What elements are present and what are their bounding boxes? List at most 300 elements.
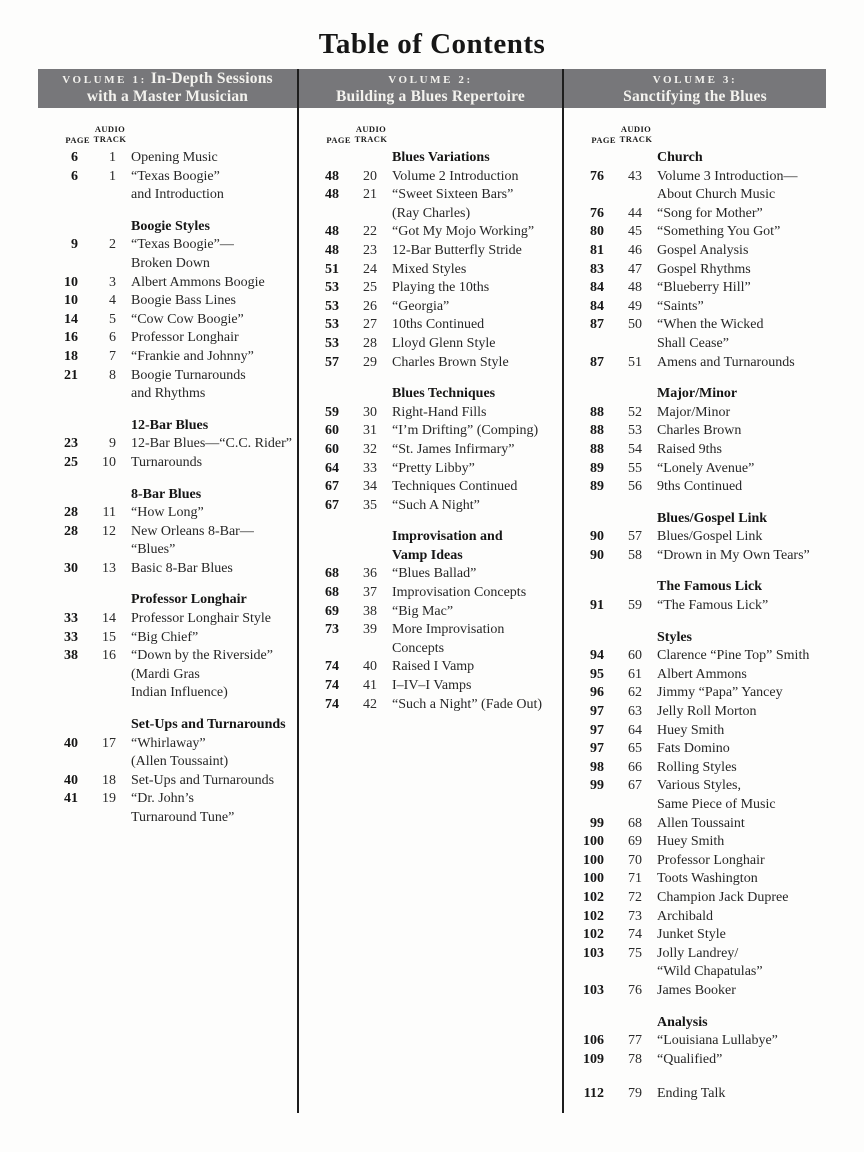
page-column-header: PAGE [65, 135, 90, 145]
entry-page-number: 51 [325, 261, 339, 277]
toc-entry-row [299, 404, 562, 423]
title-line: Basic 8-Bar Blues [131, 560, 233, 576]
entry-title [642, 777, 826, 814]
title-line: Raised I Vamp [392, 659, 475, 675]
title-line: “Big Mac” [392, 603, 454, 619]
section-heading [642, 578, 826, 597]
toc-entry-row [564, 870, 826, 889]
section-heading [377, 385, 562, 404]
toc-entry-row [299, 354, 562, 373]
toc-entry-row [564, 478, 826, 497]
volume-name-line: In-Depth Sessions [146, 69, 273, 87]
title-line: Gospel Rhythms [657, 261, 751, 277]
title-line: “Frankie and Johnny” [131, 348, 254, 364]
entry-title [377, 279, 562, 298]
toc-entry-row [564, 908, 826, 927]
title-line: and Rhythms [131, 386, 206, 402]
entry-title [642, 441, 826, 460]
entry-title [116, 435, 297, 454]
title-line: James Booker [657, 982, 736, 998]
toc-entry-row [299, 497, 562, 516]
entry-track-number: 78 [628, 1051, 642, 1067]
entry-track-number: 37 [363, 585, 377, 601]
toc-entry-row [564, 547, 826, 566]
entry-track-number [78, 716, 116, 735]
entry-page-number: 102 [583, 908, 604, 924]
entry-title [377, 186, 562, 223]
entry-track-number: 41 [363, 678, 377, 694]
title-line: “Such a Night” (Fade Out) [392, 696, 543, 712]
title-line: “Down by the Riverside” [131, 648, 273, 664]
toc-entry-row [564, 647, 826, 666]
title-line: About Church Music [657, 187, 776, 203]
entry-title [377, 223, 562, 242]
entry-title [642, 478, 826, 497]
volume-column-2 [297, 69, 562, 1113]
track-column-header-line1: AUDIO [355, 124, 387, 135]
entry-title [377, 335, 562, 354]
entry-track-number: 48 [628, 280, 642, 296]
entry-title [377, 316, 562, 335]
toc-entry-row [299, 460, 562, 479]
toc-entry-row [564, 889, 826, 908]
section-heading-row [299, 528, 562, 565]
title-line: Broken Down [131, 255, 210, 271]
entry-track-number: 50 [628, 317, 642, 333]
title-line: Major/Minor [657, 386, 738, 402]
title-line: “The Famous Lick” [657, 598, 769, 614]
entry-page-number: 48 [325, 242, 339, 258]
entry-page-number: 106 [583, 1033, 604, 1049]
entry-page-number: 88 [590, 404, 604, 420]
entry-page-number: 103 [583, 945, 604, 961]
section-heading [642, 629, 826, 648]
entry-page-number: 25 [64, 454, 78, 470]
entry-title [116, 790, 297, 827]
entry-track-number: 2 [109, 237, 116, 253]
title-line: “How Long” [131, 505, 204, 521]
entry-page-number [564, 510, 604, 529]
entry-track-number: 26 [363, 298, 377, 314]
title-line: “Drown in My Own Tears” [657, 547, 810, 563]
track-column-header [90, 125, 130, 145]
entry-title [642, 759, 826, 778]
entry-page-number [564, 629, 604, 648]
toc-entry-row [299, 223, 562, 242]
entry-track-number: 9 [109, 436, 116, 452]
toc-entry-row [38, 292, 297, 311]
toc-entry-row [38, 629, 297, 648]
entry-track-number: 55 [628, 460, 642, 476]
entry-page-number: 18 [64, 348, 78, 364]
toc-entry-row [564, 1051, 826, 1070]
title-line: “Texas Boogie” [131, 168, 220, 184]
toc-entry-row [38, 274, 297, 293]
entry-page-number: 57 [325, 354, 339, 370]
title-line: “Georgia” [392, 298, 450, 314]
toc-entry-row [38, 735, 297, 772]
title-line: Styles [657, 629, 692, 645]
title-line: (Ray Charles) [392, 205, 471, 221]
entry-page-number: 30 [64, 560, 78, 576]
entry-title [116, 454, 297, 473]
volume-header-bar [564, 69, 826, 108]
toc-entry-row [38, 435, 297, 454]
entry-track-number: 79 [628, 1086, 642, 1102]
entry-track-number [604, 578, 642, 597]
track-column-header-line2: TRACK [354, 134, 388, 145]
volume-header-line1 [38, 70, 297, 88]
entry-page-number [299, 385, 339, 404]
entry-page-number: 97 [590, 741, 604, 757]
entry-page-number: 60 [325, 441, 339, 457]
entry-page-number: 53 [325, 298, 339, 314]
entry-track-number: 64 [628, 722, 642, 738]
toc-entry-row [299, 298, 562, 317]
entry-title [642, 1085, 826, 1104]
entry-track-number: 35 [363, 497, 377, 513]
title-line: Volume 2 Introduction [392, 168, 519, 184]
entry-title [642, 547, 826, 566]
entry-track-number [339, 528, 377, 565]
entry-track-number: 24 [363, 261, 377, 277]
entry-title [642, 205, 826, 224]
entry-track-number: 47 [628, 261, 642, 277]
title-line: 8-Bar Blues [131, 486, 202, 502]
entry-title [642, 261, 826, 280]
entry-title [642, 647, 826, 666]
entry-page-number [38, 218, 78, 237]
toc-entry-row [564, 926, 826, 945]
entry-title [116, 647, 297, 703]
title-line: Ending Talk [657, 1086, 726, 1102]
section-heading-row [299, 385, 562, 404]
toc-entry-row [564, 223, 826, 242]
entry-track-number: 31 [363, 423, 377, 439]
entry-track-number: 62 [628, 685, 642, 701]
entry-track-number [78, 417, 116, 436]
entry-track-number: 5 [109, 311, 116, 327]
section-heading-row [38, 218, 297, 237]
toc-entry-row [564, 597, 826, 616]
title-line: The Famous Lick [657, 579, 763, 595]
entry-track-number: 7 [109, 348, 116, 364]
entry-track-number: 76 [628, 982, 642, 998]
entry-page-number: 48 [325, 187, 339, 203]
entry-title [642, 852, 826, 871]
entry-track-number: 33 [363, 460, 377, 476]
entry-page-number: 64 [325, 460, 339, 476]
entry-page-number: 23 [64, 436, 78, 452]
entry-track-number: 15 [102, 629, 116, 645]
page-title: Table of Contents [318, 28, 546, 60]
entry-title [116, 274, 297, 293]
entry-track-number: 65 [628, 741, 642, 757]
entry-track-number: 40 [363, 659, 377, 675]
entry-page-number: 84 [590, 298, 604, 314]
entry-page-number: 41 [64, 791, 78, 807]
toc-entry-row [564, 404, 826, 423]
entry-page-number: 102 [583, 889, 604, 905]
entry-track-number: 52 [628, 404, 642, 420]
entry-title [377, 603, 562, 622]
entry-title [377, 658, 562, 677]
entry-track-number: 34 [363, 479, 377, 495]
entry-title [377, 354, 562, 373]
entry-title [642, 354, 826, 373]
entry-track-number: 22 [363, 224, 377, 240]
title-line: “Blueberry Hill” [657, 280, 751, 296]
entry-page-number: 83 [590, 261, 604, 277]
title-line: Blues Variations [392, 150, 490, 165]
title-line: Opening Music [131, 150, 218, 165]
toc-entry-row [564, 168, 826, 205]
toc-entry-row [564, 205, 826, 224]
title-line: Turnarounds [131, 454, 203, 470]
entry-track-number: 56 [628, 479, 642, 495]
title-line: Major/Minor [657, 404, 731, 420]
entry-title [642, 279, 826, 298]
track-column-header-line1: AUDIO [94, 124, 126, 135]
entry-title [642, 168, 826, 205]
entry-track-number: 1 [109, 150, 116, 165]
volume-header-line1 [564, 70, 826, 88]
title-line: Charles Brown [657, 423, 742, 439]
entry-title [116, 610, 297, 629]
title-line: Analysis [657, 1014, 708, 1030]
entry-track-number: 36 [363, 566, 377, 582]
toc-entry-row [564, 666, 826, 685]
entry-page-number [299, 528, 339, 565]
toc-entry-row [564, 982, 826, 1001]
title-line: “Song for Mother” [657, 205, 763, 221]
entry-title [116, 504, 297, 523]
entry-track-number [604, 385, 642, 404]
entry-title [642, 684, 826, 703]
title-line: “Got My Mojo Working” [392, 224, 535, 240]
entry-list [38, 148, 297, 828]
entry-track-number: 77 [628, 1033, 642, 1049]
entry-title [377, 621, 562, 658]
toc-entry-row [564, 815, 826, 834]
title-line: Turnaround Tune” [131, 810, 235, 825]
title-line: Mixed Styles [392, 261, 467, 277]
toc-entry-row [564, 722, 826, 741]
entry-page-number: 73 [325, 622, 339, 638]
title-line: Set-Ups and Turnarounds [131, 717, 286, 733]
title-line: “Pretty Libby” [392, 460, 475, 476]
entry-page-number: 38 [64, 648, 78, 664]
title-line: Boogie Styles [131, 218, 210, 234]
toc-entry-row [38, 348, 297, 367]
toc-entry-row [299, 441, 562, 460]
entry-title [377, 404, 562, 423]
title-line: (Mardi Gras [131, 666, 200, 682]
entry-title [642, 945, 826, 982]
title-line: Techniques Continued [392, 479, 518, 495]
toc-entry-row [564, 242, 826, 261]
entry-track-number: 19 [102, 791, 116, 807]
track-column-header [616, 125, 656, 145]
section-heading [116, 417, 297, 436]
title-line: I–IV–I Vamps [392, 678, 472, 694]
entry-title [377, 584, 562, 603]
toc-entry-row [299, 335, 562, 354]
toc-entry-row [38, 772, 297, 791]
entry-track-number: 61 [628, 666, 642, 682]
entry-page-number: 96 [590, 685, 604, 701]
entry-title [642, 722, 826, 741]
entry-title [642, 703, 826, 722]
title-line: Raised 9ths [657, 441, 722, 457]
entry-track-number: 30 [363, 404, 377, 420]
title-line: 9ths Continued [657, 479, 743, 495]
title-line: (Allen Toussaint) [131, 754, 229, 770]
entry-page-number: 88 [590, 423, 604, 439]
entry-track-number: 45 [628, 224, 642, 240]
section-heading-row [38, 486, 297, 505]
entry-track-number: 69 [628, 834, 642, 850]
toc-entry-row [299, 478, 562, 497]
entry-page-number: 100 [583, 852, 604, 868]
entry-title [116, 348, 297, 367]
entry-track-number: 39 [363, 622, 377, 638]
toc-entry-row [299, 696, 562, 715]
entry-page-number: 76 [590, 205, 604, 221]
title-line: Jelly Roll Morton [657, 704, 757, 720]
title-line: “Louisiana Lullabye” [657, 1033, 778, 1049]
title-line: Albert Ammons Boogie [131, 274, 265, 290]
entry-page-number: 74 [325, 659, 339, 675]
title-line: “Qualified” [657, 1051, 723, 1067]
toc-entry-row [564, 298, 826, 317]
entry-page-number [38, 486, 78, 505]
toc-entry-row [564, 528, 826, 547]
title-line: “Blues Ballad” [392, 566, 477, 582]
entry-page-number: 102 [583, 927, 604, 943]
page-column-header: PAGE [326, 135, 351, 145]
volume-label: VOLUME 3: [652, 73, 738, 86]
entry-track-number: 1 [109, 168, 116, 184]
title-line: Boogie Turnarounds [131, 367, 246, 383]
title-line: “Blues” [131, 542, 176, 558]
title-line: Jimmy “Papa” Yancey [657, 685, 783, 701]
entry-title [642, 1032, 826, 1051]
section-heading-row [564, 149, 826, 168]
entry-track-number: 57 [628, 529, 642, 545]
entry-page-number: 97 [590, 704, 604, 720]
toc-entry-row [299, 242, 562, 261]
entry-page-number: 59 [325, 404, 339, 420]
column-headers [299, 108, 562, 148]
entry-page-number: 80 [590, 224, 604, 240]
toc-entry-row [564, 279, 826, 298]
toc-entry-row [38, 367, 297, 404]
entry-page-number: 103 [583, 982, 604, 998]
entry-track-number: 14 [102, 611, 116, 627]
toc-entry-row [299, 261, 562, 280]
column-headers [564, 108, 826, 148]
entry-track-number: 44 [628, 205, 642, 221]
entry-page-number [38, 716, 78, 735]
section-heading [377, 149, 562, 168]
toc-entry-row [299, 316, 562, 335]
entry-track-number: 49 [628, 298, 642, 314]
entry-page-number: 53 [325, 317, 339, 333]
entry-title [642, 982, 826, 1001]
entry-page-number: 91 [590, 598, 604, 614]
entry-title [642, 870, 826, 889]
entry-title [642, 833, 826, 852]
entry-track-number: 18 [102, 772, 116, 788]
entry-track-number: 43 [628, 168, 642, 184]
entry-track-number [78, 218, 116, 237]
title-line: Volume 3 Introduction— [657, 168, 798, 184]
entry-title [116, 523, 297, 560]
title-line: 12-Bar Butterfly Stride [392, 242, 522, 258]
toc-entry-row [38, 560, 297, 579]
title-line: “Something You Got” [657, 224, 781, 240]
entry-page-number: 6 [71, 150, 78, 165]
title-line: Rolling Styles [657, 759, 737, 775]
entry-track-number: 68 [628, 815, 642, 831]
entry-track-number: 23 [363, 242, 377, 258]
entry-page-number: 100 [583, 834, 604, 850]
toc-entry-row [299, 677, 562, 696]
entry-track-number [604, 629, 642, 648]
title-line: Blues/Gospel Link [657, 510, 768, 526]
toc-entry-row [38, 236, 297, 273]
toc-entry-row [564, 261, 826, 280]
toc-entry-row [564, 354, 826, 373]
entry-page-number [38, 591, 78, 610]
entry-page-number: 16 [64, 330, 78, 346]
entry-page-number: 87 [590, 317, 604, 333]
entry-page-number [38, 417, 78, 436]
toc-entry-row [564, 1032, 826, 1051]
entry-list [299, 148, 562, 714]
entry-title [116, 292, 297, 311]
title-line: Boogie Bass Lines [131, 293, 236, 309]
title-line: “When the Wicked [657, 317, 764, 333]
toc-entry-row [299, 603, 562, 622]
entry-track-number [339, 149, 377, 168]
toc-entry-row [564, 945, 826, 982]
title-line: Lloyd Glenn Style [392, 335, 496, 351]
volume-header-line2: Sanctifying the Blues [623, 87, 767, 105]
entry-track-number: 73 [628, 908, 642, 924]
entry-track-number: 59 [628, 598, 642, 614]
entry-page-number: 6 [71, 168, 78, 184]
entry-track-number: 72 [628, 889, 642, 905]
title-line: Same Piece of Music [657, 797, 776, 812]
title-line: Fats Domino [657, 741, 730, 757]
volume-column-1 [38, 69, 297, 1113]
volume-label: VOLUME 2: [388, 73, 473, 86]
entry-title [642, 223, 826, 242]
toc-entry-row [564, 684, 826, 703]
toc-entry-row [38, 523, 297, 560]
title-line: Archibald [657, 908, 713, 924]
entry-title [116, 367, 297, 404]
entry-page-number: 28 [64, 523, 78, 539]
entry-title [642, 298, 826, 317]
entry-track-number: 67 [628, 778, 642, 794]
entry-title [377, 298, 562, 317]
entry-page-number: 90 [590, 547, 604, 563]
entry-title [642, 889, 826, 908]
title-line: Improvisation and [392, 529, 503, 545]
